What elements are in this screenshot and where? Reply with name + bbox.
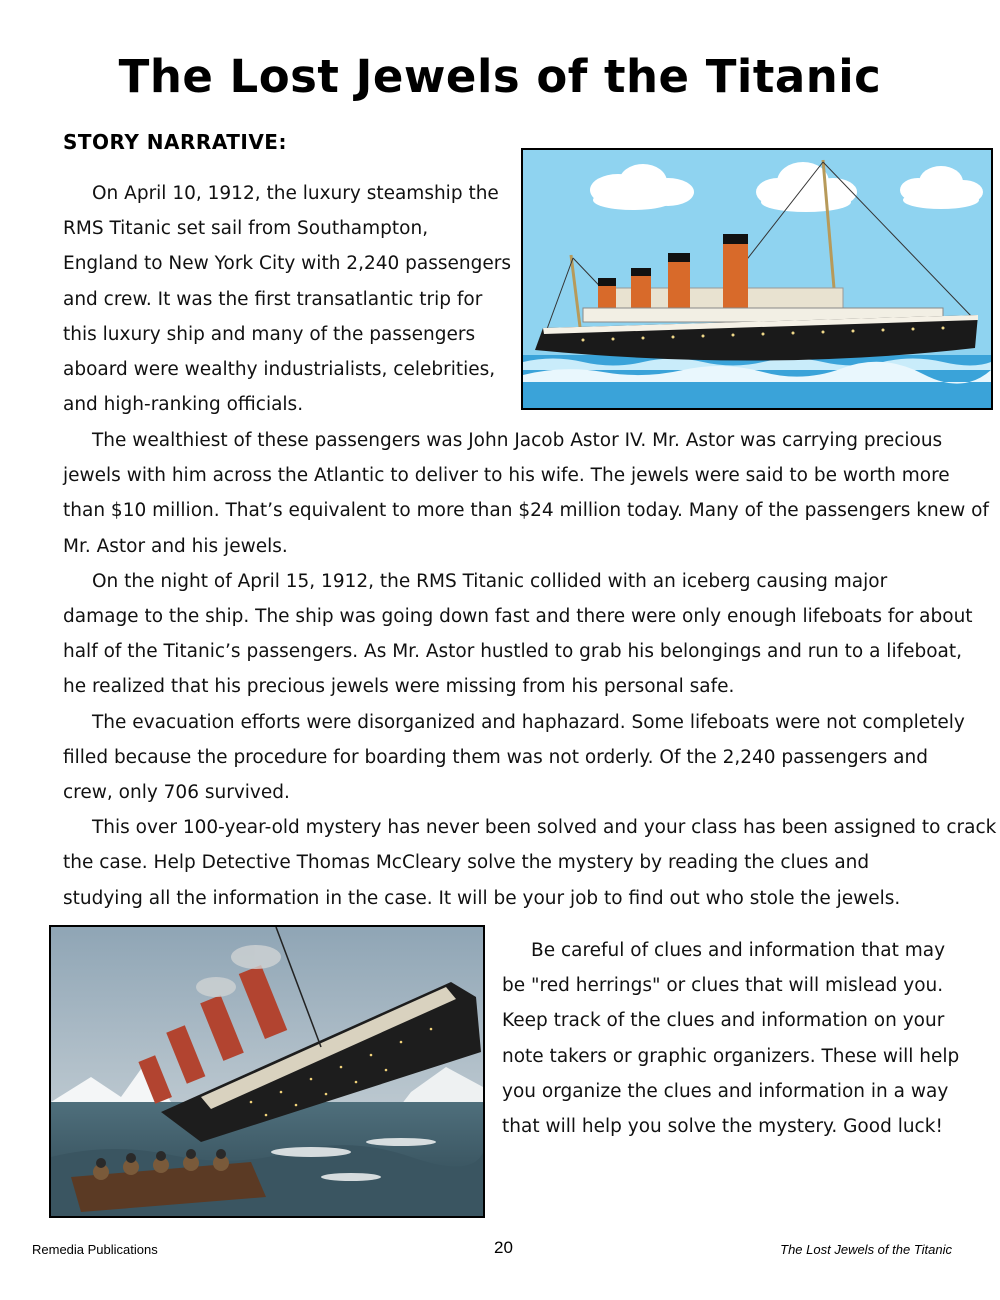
page-number: 20	[494, 1238, 513, 1257]
text-line	[63, 705, 975, 740]
text-line	[63, 669, 975, 704]
text-line	[63, 211, 513, 246]
text-line-content: the case. Help Detective Thomas McCleary solve the mystery by reading the clues and	[63, 852, 870, 874]
text-line-content: this luxury ship and many of the passengers	[63, 323, 476, 345]
text-line-content: aboard were wealthy industrialists, celebrities,	[63, 359, 496, 381]
text-line	[63, 352, 513, 387]
text-line	[63, 387, 513, 422]
text-line-content: than $10 million. That’s equivalent to more than $24 million today. Many of the passengers knew of	[63, 500, 989, 522]
text-line	[63, 317, 513, 352]
section-heading: STORY NARRATIVE:	[63, 130, 287, 154]
text-line	[502, 968, 972, 1003]
text-line-content: studying all the information in the case. It will be your job to find out who stole the jewels.	[63, 887, 901, 909]
text-line	[63, 810, 997, 845]
text-line	[63, 176, 513, 211]
text-line-content: England to New York City with 2,240 passengers	[63, 253, 511, 275]
book-title-footer: The Lost Jewels of the Titanic	[780, 1242, 952, 1257]
text-line	[63, 246, 513, 281]
closing-paragraph	[502, 933, 972, 1144]
text-line	[63, 493, 989, 528]
text-line	[63, 599, 975, 634]
text-line-content: and high-ranking officials.	[63, 394, 304, 416]
text-line	[63, 458, 975, 493]
text-line-content: you organize the clues and information in a way	[502, 1080, 949, 1102]
text-line	[502, 1003, 972, 1038]
text-line	[63, 529, 975, 564]
text-line-content: crew, only 706 survived.	[63, 782, 290, 804]
text-line-content: The wealthiest of these passengers was John Jacob Astor IV. Mr. Astor was carrying precious	[92, 430, 943, 451]
text-line-content: This over 100-year-old mystery has never been solved and your class has been assigned to crack	[92, 817, 997, 839]
text-line-content: that will help you solve the mystery. Good luck!	[502, 1116, 943, 1138]
titanic-ship-illustration	[521, 148, 993, 410]
text-line-content: jewels with him across the Atlantic to deliver to his wife. The jewels were said to be worth more	[63, 465, 950, 487]
text-line-content: The evacuation efforts were disorganized and haphazard. Some lifeboats were not completely	[92, 711, 965, 733]
text-line	[63, 282, 513, 317]
story-body	[63, 423, 997, 916]
text-line-content: damage to the ship. The ship was going down fast and there were only enough lifeboats for about	[63, 606, 973, 628]
publisher-name: Remedia Publications	[32, 1242, 158, 1257]
text-line	[63, 775, 975, 810]
text-line	[63, 845, 975, 880]
text-line-content: Keep track of the clues and information on your	[502, 1010, 945, 1032]
text-line	[63, 881, 975, 916]
text-line-content: half of the Titanic’s passengers. As Mr. Astor hustled to grab his belongings and run to a lifeboat,	[63, 641, 963, 663]
text-line-content: Be careful of clues and information that may	[531, 940, 946, 961]
text-line	[63, 740, 975, 775]
text-line-content: he realized that his precious jewels were missing from his personal safe.	[63, 676, 735, 698]
text-line	[502, 933, 972, 968]
page-title: The Lost Jewels of the Titanic	[118, 50, 882, 103]
text-line	[63, 634, 975, 669]
text-line-content: Mr. Astor and his jewels.	[63, 535, 288, 557]
text-line-content: On the night of April 15, 1912, the RMS Titanic collided with an iceberg causing major	[92, 570, 888, 592]
intro-paragraph	[63, 176, 513, 422]
text-line	[502, 1039, 972, 1074]
text-line	[63, 564, 975, 599]
text-line-content: and crew. It was the first transatlantic trip for	[63, 288, 483, 310]
text-line-content: RMS Titanic set sail from Southampton,	[63, 218, 429, 240]
text-line	[63, 423, 975, 458]
text-line-content: be "red herrings" or clues that will mislead you.	[502, 975, 944, 997]
text-line-content: note takers or graphic organizers. These will help	[502, 1045, 960, 1067]
text-line	[502, 1074, 972, 1109]
text-line	[502, 1109, 972, 1144]
sinking-titanic-painting	[49, 925, 485, 1218]
text-line-content: filled because the procedure for boarding them was not orderly. Of the 2,240 passengers and	[63, 746, 928, 768]
text-line-content: On April 10, 1912, the luxury steamship the	[92, 183, 499, 204]
